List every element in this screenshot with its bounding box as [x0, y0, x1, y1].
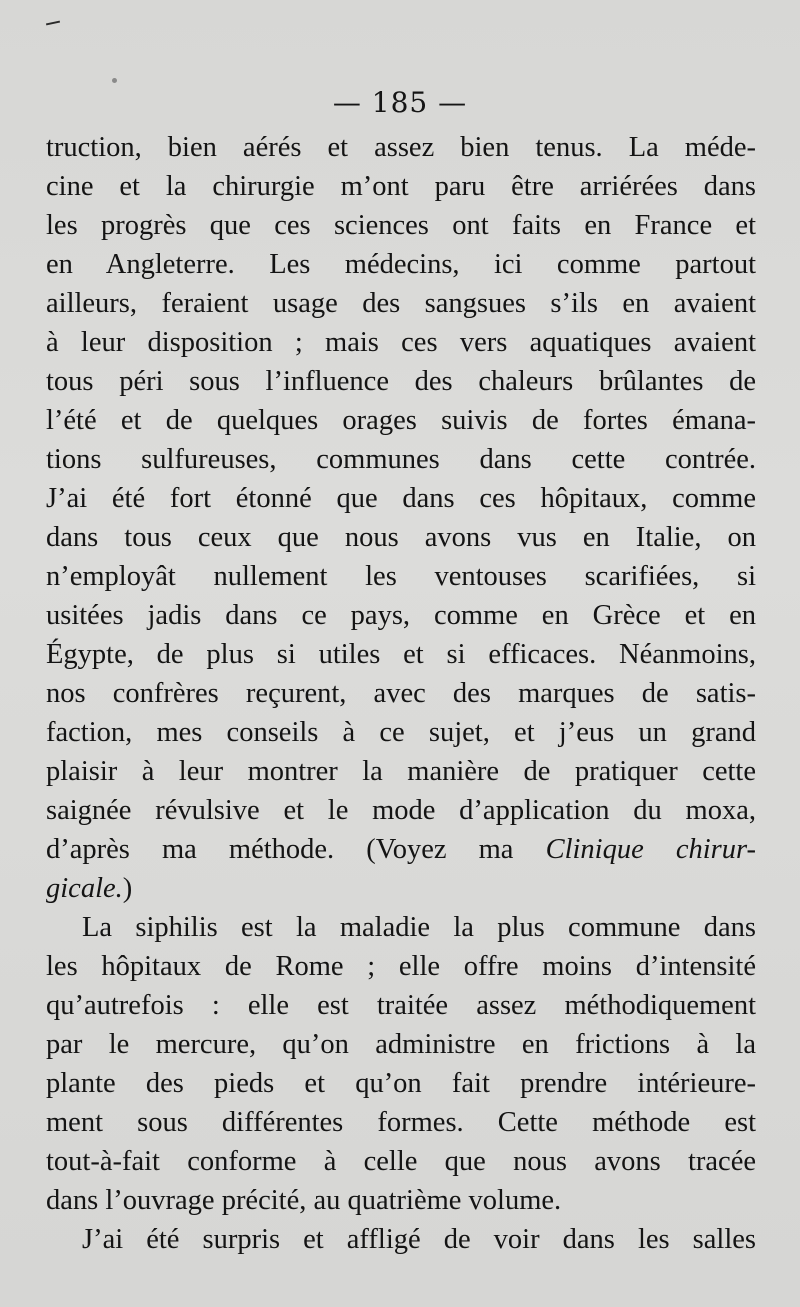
text-line: tout-à-fait conforme à celle que nous avons tracée — [46, 1146, 756, 1177]
text-line: l’été et de quelques orages suivis de fortes émana- — [46, 405, 756, 436]
text-line: tions sulfureuses, communes dans cette contrée. — [46, 444, 756, 475]
text-line: en Angleterre. Les médecins, ici comme partout — [46, 249, 756, 280]
text-line: plaisir à leur montrer la manière de pratiquer cette — [46, 756, 756, 787]
text-line: cine et la chirurgie m’ont paru être arriérées dans — [46, 171, 756, 202]
text-line: dans l’ouvrage précité, au quatrième volume. — [46, 1185, 562, 1216]
text-line: nos confrères reçurent, avec des marques de satis- — [46, 678, 756, 709]
text-line-italic-end: gicale.) — [46, 873, 133, 904]
text-line: J’ai été surpris et affligé de voir dans les salles — [82, 1224, 756, 1255]
text-line: n’employât nullement les ventouses scarifiées, si — [46, 561, 756, 592]
ink-speck — [112, 78, 117, 83]
ink-speck — [46, 21, 60, 26]
book-title-italic: Clinique chirur- — [545, 834, 757, 865]
text-line: les hôpitaux de Rome ; elle offre moins d’intensité — [46, 951, 756, 982]
page-number: — 185 — — [332, 86, 468, 119]
text-line: truction, bien aérés et assez bien tenus. La méde- — [46, 132, 756, 163]
text-line: dans tous ceux que nous avons vus en Italie, on — [46, 522, 756, 553]
text-line: tous péri sous l’influence des chaleurs brûlantes de — [46, 366, 756, 397]
body-text — [46, 128, 756, 1259]
text-line: La siphilis est la maladie la plus commune dans — [82, 912, 756, 943]
text-line: à leur disposition ; mais ces vers aquatiques avaient — [46, 327, 756, 358]
text-line: les progrès que ces sciences ont faits en France et — [46, 210, 756, 241]
text-line: plante des pieds et qu’on fait prendre intérieure- — [46, 1068, 756, 1099]
text-line: saignée révulsive et le mode d’application du moxa, — [46, 795, 756, 826]
text-line: faction, mes conseils à ce sujet, et j’eus un grand — [46, 717, 756, 748]
text-line: d’après ma méthode. (Voyez ma — [46, 834, 514, 865]
text-line: Égypte, de plus si utiles et si efficaces. Néanmoins, — [46, 639, 756, 670]
text-line: usitées jadis dans ce pays, comme en Grèce et en — [46, 600, 756, 631]
text-line: qu’autrefois : elle est traitée assez méthodiquement — [46, 990, 756, 1021]
text-line: ment sous différentes formes. Cette méthode est — [46, 1107, 756, 1138]
text-line: J’ai été fort étonné que dans ces hôpitaux, comme — [46, 483, 756, 514]
text-line: ailleurs, feraient usage des sangsues s’ils en avaient — [46, 288, 756, 319]
text-line-with-italic — [46, 830, 756, 869]
text-line: par le mercure, qu’on administre en frictions à la — [46, 1029, 756, 1060]
book-title-italic-end: gicale. — [46, 873, 123, 904]
